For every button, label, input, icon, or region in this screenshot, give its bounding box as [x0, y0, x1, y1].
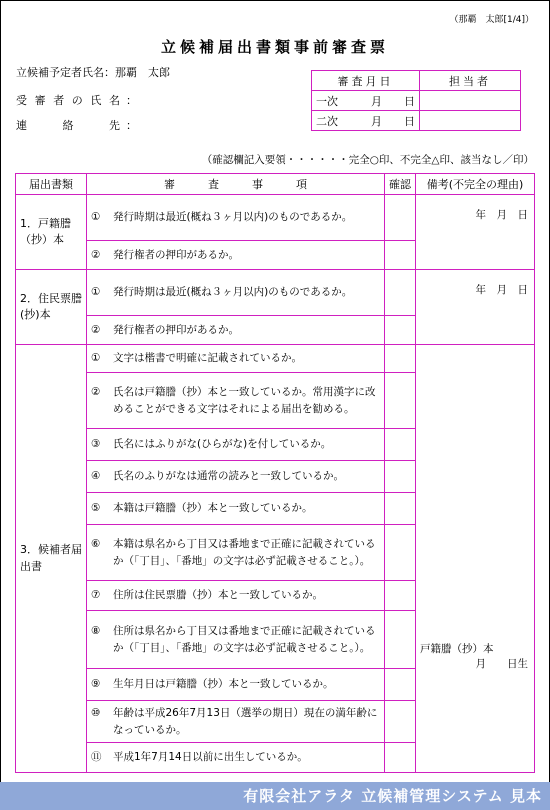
- item-text: 氏名にはふりがな(ひらがな)を付しているか。: [113, 438, 332, 451]
- check-cell[interactable]: [385, 316, 416, 345]
- check-cell[interactable]: [385, 525, 416, 581]
- second-review-date: 月 日: [371, 114, 415, 128]
- item-number: ⑧: [91, 625, 101, 638]
- category-resident-register: 2．住民票謄(抄)本: [16, 270, 87, 345]
- second-review-label: 二次: [316, 114, 338, 128]
- check-header: 確認: [385, 174, 416, 195]
- item-text: 氏名は戸籍謄（抄）本と一致しているか。常用漢字に改めることができる文字はそれによる届出を勧める。: [113, 386, 376, 415]
- item-text: 住所は県名から丁目又は番地まで正確に記載されているか（「丁目」、「番地」の文字は必ず記載させること。）。: [113, 625, 376, 654]
- remark-cell[interactable]: [416, 270, 535, 345]
- check-cell[interactable]: [385, 345, 416, 373]
- review-staff-header: 担当者: [420, 71, 521, 91]
- item-text: 発行時期は最近(概ね３ヶ月以内)のものであるか。: [113, 286, 353, 299]
- check-cell[interactable]: [385, 743, 416, 773]
- item-text: 氏名のふりがなは通常の読みと一致しているか。: [113, 470, 344, 483]
- review-item: [87, 701, 385, 743]
- review-item: [87, 373, 385, 429]
- legend-note: （確認欄記入要領・・・・・・完全○印、不完全△印、該当なし／印）: [201, 154, 534, 166]
- check-cell[interactable]: [385, 270, 416, 316]
- remark-date: 年 月 日: [475, 284, 528, 296]
- remarks-header: 備考(不完全の理由): [416, 174, 535, 195]
- item-text: 本籍は県名から丁目又は番地まで正確に記載されているか（「丁目」、「番地」の文字は必ず記載させること。）。: [113, 538, 376, 567]
- check-cell[interactable]: [385, 373, 416, 429]
- category-family-register: 1．戸籍謄（抄）本: [16, 195, 87, 270]
- review-items-table: [15, 173, 535, 773]
- header-note: （那覇 太郎[1/4]）: [449, 15, 534, 25]
- item-number: ①: [91, 352, 101, 365]
- remark-cell[interactable]: [416, 345, 535, 773]
- item-number: ⑤: [91, 502, 101, 515]
- item-text: 発行権者の押印があるか。: [113, 323, 239, 336]
- item-number: ①: [91, 211, 101, 224]
- item-text: 発行権者の押印があるか。: [113, 248, 239, 261]
- review-item: [87, 493, 385, 525]
- footer-text: 有限会社アラタ 立候補管理システム 見本: [243, 787, 542, 805]
- page-title: 立候補届出書類事前審査票: [160, 38, 389, 56]
- review-item: [87, 270, 385, 316]
- check-cell[interactable]: [385, 241, 416, 270]
- footer-banner: [0, 782, 550, 810]
- item-number: ⑨: [91, 678, 101, 691]
- item-text: 平成1年7月14日以前に出生しているか。: [113, 751, 308, 764]
- item-text: 住所は住民票謄（抄）本と一致しているか。: [113, 589, 323, 602]
- second-review-cell: [312, 111, 420, 131]
- review-item: [87, 316, 385, 345]
- category-candidate-notification: 3．候補者届出書: [16, 345, 87, 773]
- item-number: ⑦: [91, 589, 101, 602]
- first-review-cell: [312, 91, 420, 111]
- candidate-value: 那覇 太郎: [115, 66, 170, 79]
- item-text: 生年月日は戸籍謄（抄）本と一致しているか。: [113, 678, 334, 691]
- item-text: 文字は楷書で明確に記載されているか。: [113, 352, 302, 365]
- review-item: [87, 611, 385, 669]
- item-number: ⑩: [91, 707, 101, 720]
- check-cell[interactable]: [385, 429, 416, 461]
- remark-line-2: 月 日生: [475, 658, 528, 670]
- item-text: 発行時期は最近(概ね３ヶ月以内)のものであるか。: [113, 211, 353, 224]
- item-text: 本籍は戸籍謄（抄）本と一致しているか。: [113, 502, 313, 515]
- review-item: [87, 461, 385, 493]
- check-cell[interactable]: [385, 493, 416, 525]
- check-cell[interactable]: [385, 611, 416, 669]
- check-cell[interactable]: [385, 461, 416, 493]
- review-schedule-table: [311, 70, 521, 131]
- item-number: ②: [91, 386, 101, 399]
- contact-row: [16, 117, 137, 133]
- item-number: ④: [91, 470, 101, 483]
- first-review-date: 月 日: [371, 94, 415, 108]
- first-review-label: 一次: [316, 94, 338, 108]
- check-cell[interactable]: [385, 701, 416, 743]
- contact-colon: ：: [126, 119, 137, 132]
- second-review-staff-cell[interactable]: [420, 111, 521, 131]
- item-number: ②: [91, 323, 101, 336]
- remark-date: 年 月 日: [475, 209, 528, 221]
- review-item: [87, 195, 385, 241]
- review-item: [87, 429, 385, 461]
- item-number: ③: [91, 438, 101, 451]
- remark-cell[interactable]: [416, 195, 535, 270]
- reviewee-colon: ：: [126, 94, 137, 107]
- review-item: [87, 345, 385, 373]
- check-cell[interactable]: [385, 195, 416, 241]
- check-cell[interactable]: [385, 669, 416, 701]
- candidate-row: [16, 64, 170, 80]
- check-cell[interactable]: [385, 581, 416, 611]
- review-item: [87, 241, 385, 270]
- item-number: ⑥: [91, 538, 101, 551]
- review-item: [87, 525, 385, 581]
- contact-label: 連絡先: [16, 119, 120, 132]
- item-number: ②: [91, 248, 101, 261]
- item-text: 年齢は平成26年7月13日（選挙の期日）現在の満年齢になっているか。: [113, 707, 378, 736]
- review-item: [87, 669, 385, 701]
- candidate-label: 立候補予定者氏名：: [16, 66, 115, 79]
- item-number: ⑪: [91, 751, 102, 764]
- remark-line-1: 戸籍謄（抄）本: [420, 643, 494, 655]
- items-header: 審 査 事 項: [87, 174, 385, 195]
- item-number: ①: [91, 286, 101, 299]
- review-date-header: 審査月日: [312, 71, 420, 91]
- review-item: [87, 743, 385, 773]
- reviewee-label: 受審者の氏名: [16, 94, 120, 107]
- review-item: [87, 581, 385, 611]
- doc-header: 届出書類: [16, 174, 87, 195]
- first-review-staff-cell[interactable]: [420, 91, 521, 111]
- reviewee-row: [16, 92, 137, 108]
